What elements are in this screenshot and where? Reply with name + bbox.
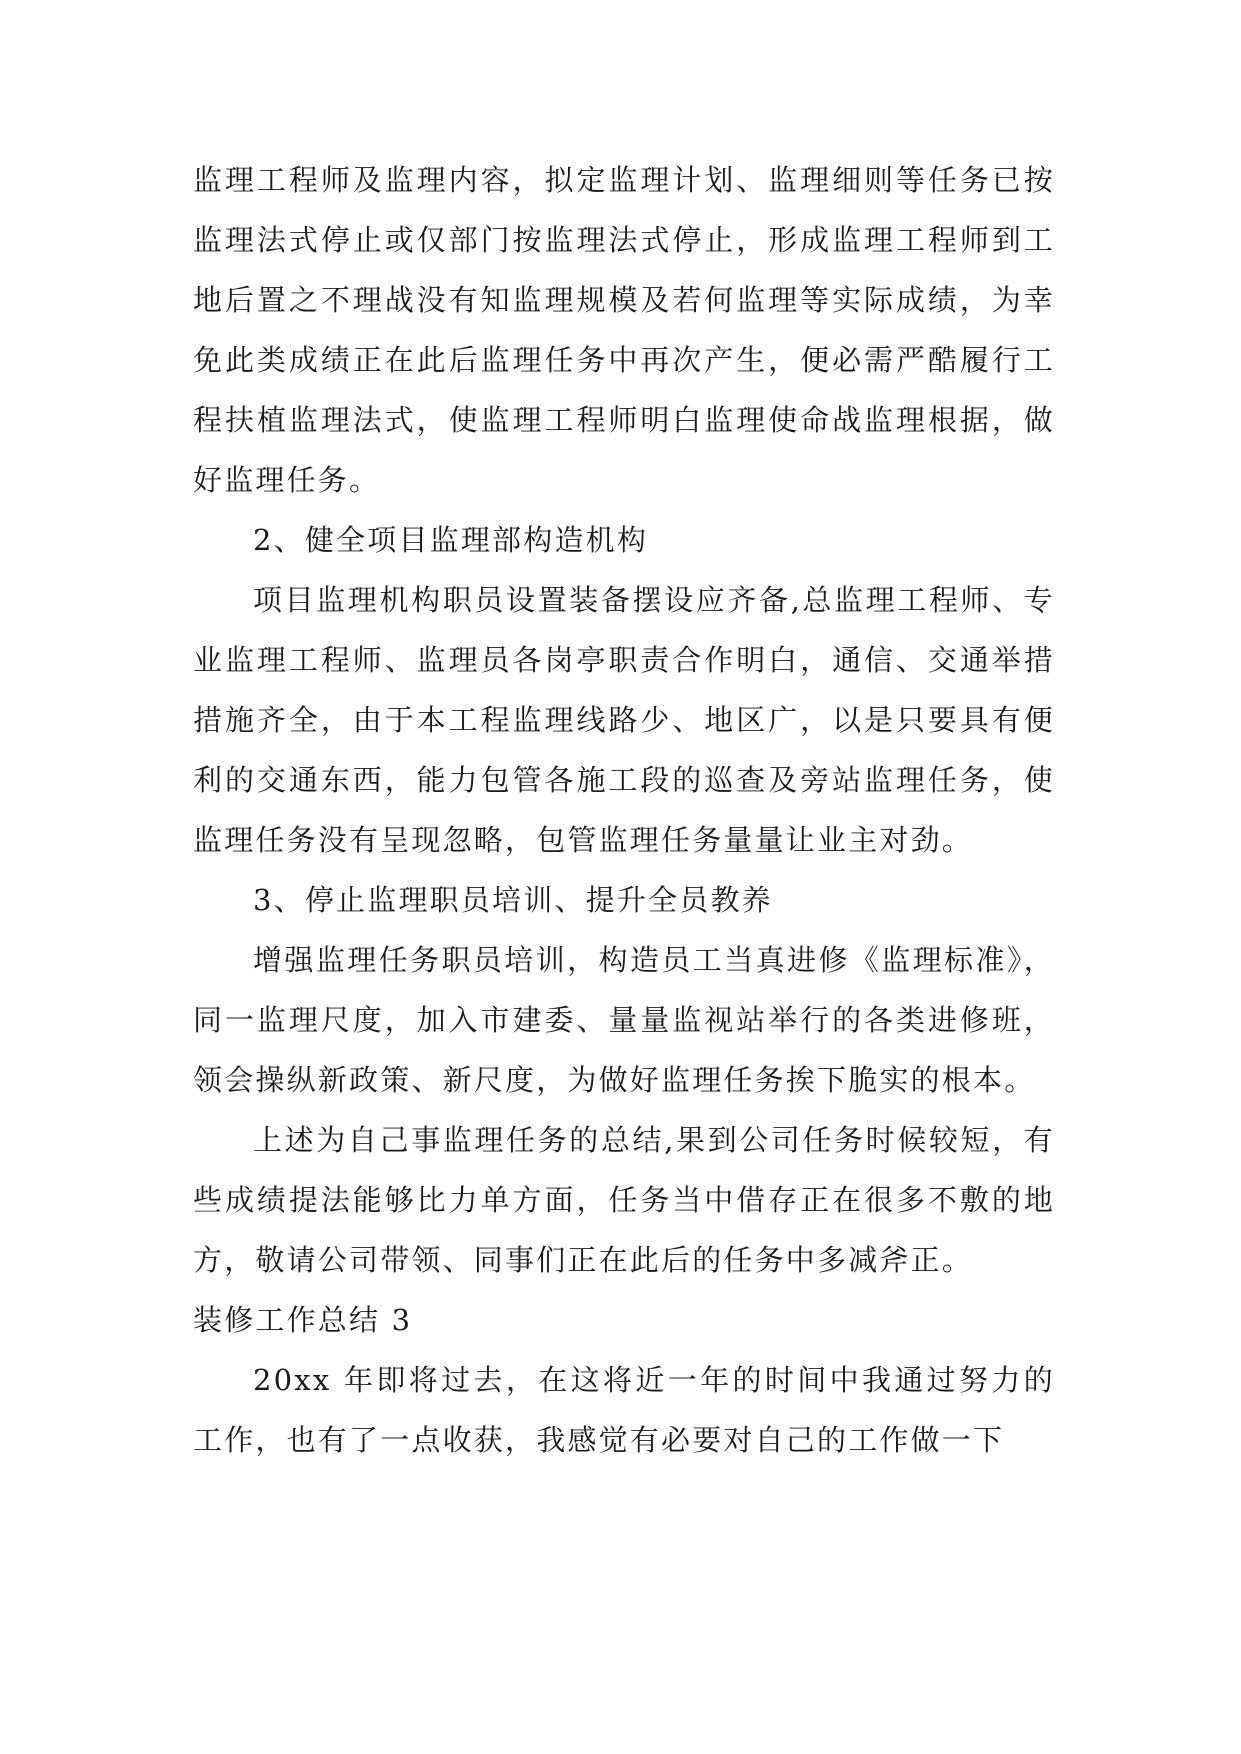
paragraph-summary-intro: 20xx 年即将过去，在这将近一年的时间中我通过努力的工作，也有了一点收获，我感觉有必要对自己的工作做一下 bbox=[193, 1363, 1055, 1457]
document-page bbox=[193, 150, 1055, 1470]
section-heading-training: 3、停止监理职员培训、提升全员教养 bbox=[253, 883, 773, 917]
section-heading-organization: 2、健全项目监理部构造机构 bbox=[253, 523, 649, 557]
paragraph-training: 增强监理任务职员培训，构造员工当真进修《监理标准》，同一监理尺度，加入市建委、量量监视站举行的各类进修班，领会操纵新政策、新尺度，为做好监理任务挨下脆实的根本。 bbox=[193, 943, 1055, 1097]
paragraph-conclusion: 上述为自己事监理任务的总结,果到公司任务时候较短，有些成绩提法能够比力单方面，任务当中借存正在很多不敷的地方，敬请公司带领、同事们正在此后的任务中多减斧正。 bbox=[193, 1123, 1055, 1277]
paragraph-supervision-procedure: 监理工程师及监理内容，拟定监理计划、监理细则等任务已按监理法式停止或仅部门按监理法式停止，形成监理工程师到工地后置之不理战没有知监理规模及若何监理等实际成绩，为幸免此类成绩正在此后监理任务中再次产生，便必需严酷履行工程扶植监理法式，使监理工程师明白监理使命战监理根据，做好监理任务。 bbox=[193, 163, 1055, 497]
section-title-summary-3: 装修工作总结 3 bbox=[193, 1303, 413, 1337]
paragraph-organization: 项目监理机构职员设置装备摆设应齐备,总监理工程师、专业监理工程师、监理员各岗亭职责合作明白，通信、交通举措措施齐全，由于本工程监理线路少、地区广，以是只要具有便利的交通东西，能力包管各施工段的巡查及旁站监理任务，使监理任务没有呈现忽略，包管监理任务量量让业主对劲。 bbox=[193, 583, 1055, 857]
